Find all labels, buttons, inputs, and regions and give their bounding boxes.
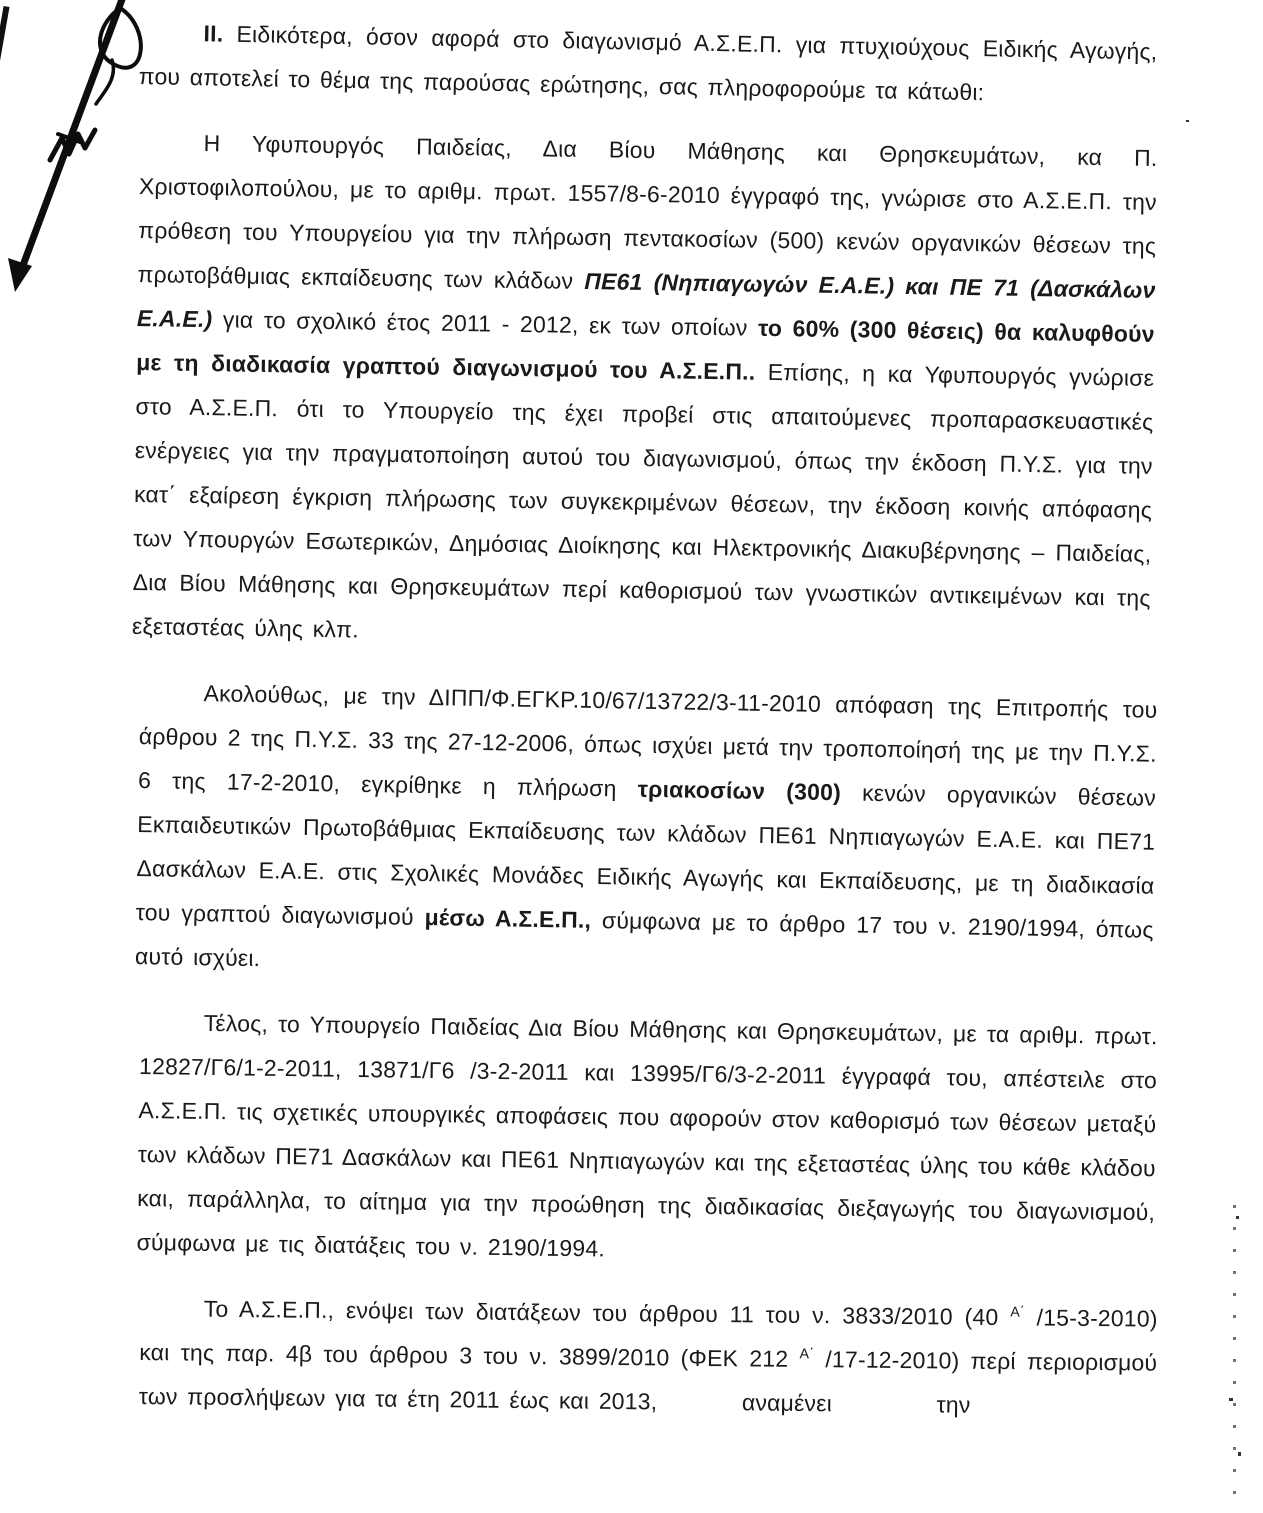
paragraph-asep-closing: [139, 1286, 1158, 1429]
scan-noise-column: [1233, 1205, 1236, 1505]
text-segment-gap2: την: [936, 1391, 971, 1418]
text-segment-sup: Α΄: [1010, 1304, 1025, 1321]
paragraph-finally: [136, 1000, 1158, 1278]
text-segment-normal: Η Υφυπουργός Παιδείας, Δια Βίου Μάθησης και Θρησκευμάτων, κα Π. Χριστοφιλοπούλου, με το αριθμ. πρωτ. 1557/8-6-2010 έγγραφό της, γνώρισε στο Α.Σ.Ε.Π. την πρόθεση του Υπουργείου για την πλήρωση πεντακοσίων (500) κενών οργανικών θέσεων της πρωτοβάθμιας εκπαίδευσης των κλάδων: [137, 130, 1158, 294]
scan-edge-mark: [0, 6, 10, 70]
scan-speck: [1186, 120, 1189, 122]
text-segment-normal: Τέλος, το Υπουργείο Παιδείας Δια Βίου Μάθησης και Θρησκευμάτων, με τα αριθμ. πρωτ. 12827/Γ6/1-2-2011, 13871/Γ6 /3-2-2011 και 13995/Γ6/3-2-2011 έγγραφά του, απέστειλε στο Α.Σ.Ε.Π. τις σχετικές υπουργικές αποφάσεις που αφορούν στον καθορισμό των θέσεων μεταξύ των κλάδων ΠΕ71 Δασκάλων και ΠΕ61 Νηπιαγωγών και της εξεταστέας ύλης του κάθε κλάδου και, παράλληλα, το αίτημα για την προώθηση της διαδικασίας διεξαγωγής του διαγωνισμού, σύμφωνα με τις διατάξεις του ν. 2190/1994.: [136, 1009, 1158, 1262]
text-segment-normal: /17-12-2010) περί περιορισμού των προσλήψεων για τα έτη 2011 έως και 2013,: [138, 1346, 1158, 1415]
text-segment-bold: τριακοσίων (300): [637, 775, 863, 806]
text-segment-bold: μέσω Α.Σ.Ε.Π.,: [424, 904, 603, 934]
text-segment-normal: κενών οργανικών θέσεων Εκπαιδευτικών Πρωτοβάθμιας Εκπαίδευσης των κλάδων ΠΕ61 Νηπιαγωγών Ε.Α.Ε. και ΠΕ71 Δασκάλων Ε.Α.Ε. στις Σχολικές Μονάδες Ειδικής Αγωγής και Εκπαίδευσης, με τη διαδικασία του γραπτού διαγωνισμού: [135, 779, 1157, 931]
text-segment-normal: Το Α.Σ.Ε.Π., ενόψει των διατάξεων του άρθρου 11 του ν. 3833/2010 (40: [203, 1295, 999, 1330]
text-segment-sup: Α΄: [799, 1346, 815, 1363]
text-segment-gap: αναμένει: [741, 1389, 833, 1417]
scan-speck: [1229, 1398, 1233, 1401]
text-segment-normal: σύμφωνα με το άρθρο 17 του ν. 2190/1994, όπως αυτό ισχύει.: [134, 907, 1154, 972]
text-segment-bolditalic: ΠΕ61 (Νηπιαγωγών Ε.Α.Ε.) και ΠΕ 71 (Δασκάλων Ε.Α.Ε.): [136, 268, 1156, 333]
text-segment-normal: Ειδικότερα, όσον αφορά στο διαγωνισμό Α.Σ.Ε.Π. για πτυχιούχους Ειδικής Αγωγής, που αποτελεί το θέμα της παρούσας ερώτησης, σας πληροφορούμε τα κάτωθι:: [138, 20, 1158, 106]
text-segment-normal: Επίσης, η κα Υφυπουργός γνώρισε στο Α.Σ.Ε.Π. ότι το Υπουργείο της έχει προβεί στις απαιτούμενες προπαρασκευαστικές ενέργειες για την πραγματοποίηση αυτού του διαγωνισμού, όπως την έκδοση Π.Υ.Σ. για την κατ΄ εξαίρεση έγκριση πλήρωσης των συγκεκριμένων θέσεων, την έκδοση κοινής απόφασης των Υπουργών Εσωτερικών, Δημόσιας Διοίκησης και Ηλεκτρονικής Διακυβέρνησης – Παιδείας, Δια Βίου Μάθησης και Θρησκευμάτων περί καθορισμού των γνωστικών αντικειμένων και της εξεταστέας ύλης κλπ.: [131, 358, 1155, 643]
scan-speck: [1238, 1452, 1241, 1456]
scan-speck: [1236, 1216, 1239, 1219]
text-segment-normal: /15-3-2010) και της παρ. 4β του άρθρου 3 του ν. 3899/2010 (ΦΕΚ 212: [139, 1304, 1158, 1372]
paragraph-decision: [135, 670, 1158, 996]
text-segment-normal: Ακολούθως, με την ΔΙΠΠ/Φ.ΕΓΚΡ.10/67/13722/3-11-2010 απόφαση της Επιτροπής του άρθρου 2 της Π.Υ.Σ. 33 της 27-12-2006, όπως ισχύει μετά την τροποποίησή της με την Π.Υ.Σ. 6 της 17-2-2010, εγκρίθηκε η πλήρωση: [137, 680, 1158, 802]
text-segment-normal: για το σχολικό έτος 2011 - 2012, εκ των οποίων: [222, 306, 759, 341]
text-segment-bold: ΙΙ.: [203, 20, 224, 47]
paragraph-minister: [132, 120, 1158, 664]
text-segment-bold: το 60% (300 θέσεις) θα καλυφθούν με τη διαδικασία γραπτού διαγωνισμού του Α.Σ.Ε.Π..: [135, 314, 1155, 385]
paragraph-intro: [138, 10, 1158, 118]
document-body: [131, 10, 1158, 1440]
